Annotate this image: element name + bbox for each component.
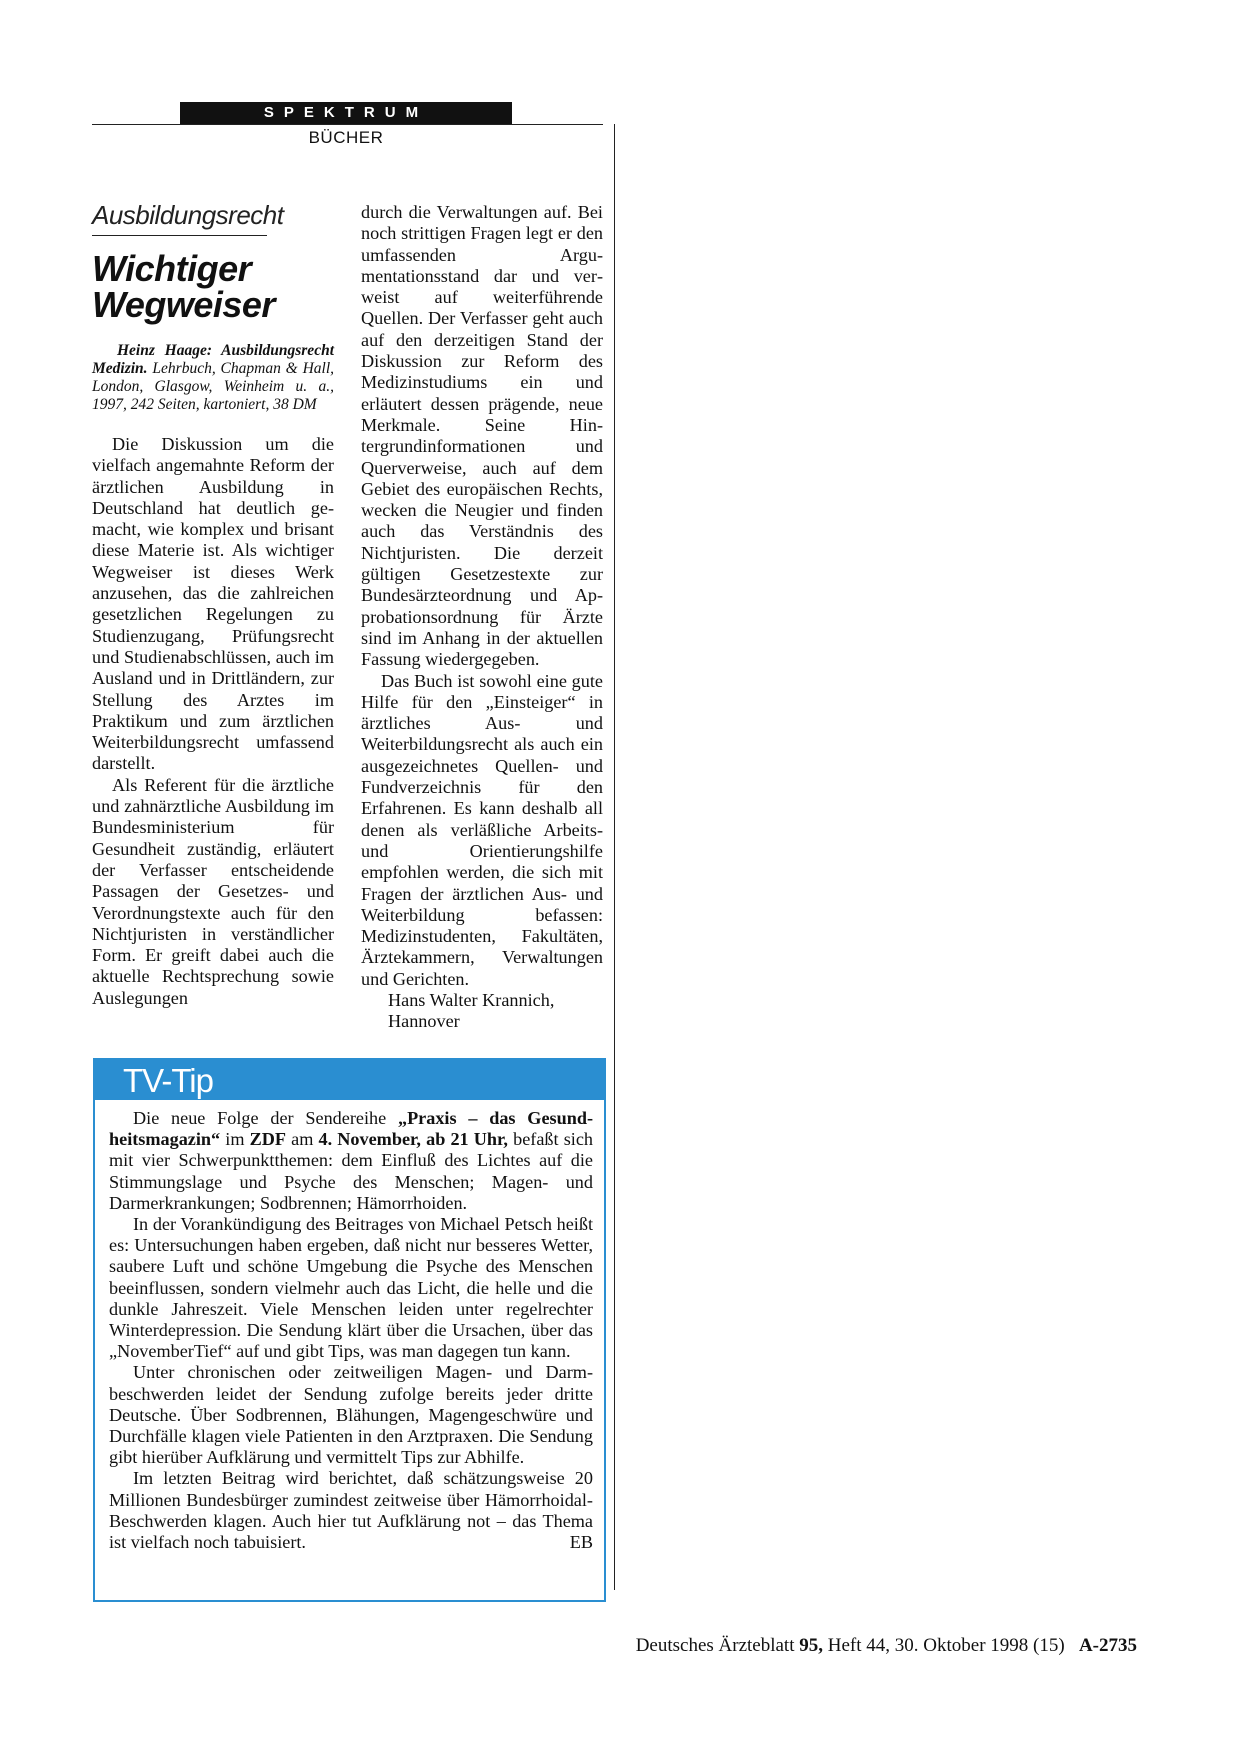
column-divider (614, 124, 615, 1590)
article-paragraph-3: Das Buch ist sowohl eine gute Hilfe für den „Einsteiger“ in ärztliches Aus- und Weiterbildungsrecht als auch ein ausgezeichnetes Quellen- und Fundverzeichnis für den Erfahrenen. Es kann deshalb all denen als verläßliche Arbeits- und Orientierungshilfe empfohlen werden, die sich mit Fragen der ärztlichen Aus- und Weiterbildung befassen: Medizinstudenten, Fakultäten, Ärztekammern, Verwaltungen und Gerichten. (361, 670, 603, 989)
article-paragraph-2-part-1: Als Referent für die ärztliche und zahnärztliche Ausbildung im Bundesministerium für Gesundheit zuständig, erläutert der Verfasser entscheidende Passagen der Gesetzes- und Verordnungstexte auch für den Nichtjuristen in verständlicher Form. Er greift dabei auch die aktuelle Rechtsprechung sowie Auslegungen (92, 774, 334, 1008)
tv-tip-signature: EB (569, 1532, 593, 1553)
broadcast-time: 4. November, ab 21 Uhr, (318, 1129, 508, 1150)
article-kicker: Ausbildungsrecht (92, 200, 284, 230)
journal-issue: Heft 44, 30. Oktober 1998 (15) (823, 1635, 1065, 1656)
headline-line-2: Wegweiser (92, 284, 275, 325)
book-reference-details: Lehrbuch, Chapman & Hall, London, Glasgow, Weinheim u. a., 1997, 242 Seiten, kartoniert, 38 DM (92, 360, 334, 413)
article-paragraph-1: Die Diskussion um die vielfach angemahnte Reform der ärztlichen Ausbildung in Deutschland hat deutlich gemacht, wie komplex und brisant diese Materie ist. Als wichtiger Wegweiser ist dieses Werk anzusehen, das die zahlreichen gesetzlichen Regelungen zu Studienzugang, Prüfungsrecht und Studienabschlüssen, auch im Ausland und in Drittländern, zur Stellung des Arztes im Praktikum und zum ärztlichen Weiterbildungsrecht umfassend darstellt. (92, 434, 334, 774)
book-reference-title: Heinz Haage: Ausbildungsrecht Medizin. (92, 342, 334, 377)
tv-tip-paragraph-4 (109, 1468, 593, 1553)
author-name: Hans Walter Krannich, (388, 989, 555, 1010)
tv-tip-box (93, 1058, 606, 1602)
journal-volume: 95, (799, 1635, 823, 1656)
article-headline (92, 248, 352, 325)
article-column-left (92, 434, 334, 1009)
page-number: A-2735 (1078, 1635, 1137, 1656)
tv-tip-paragraph-1 (109, 1108, 593, 1214)
tv-tip-text-run: Die neue Folge der Sendereihe (133, 1108, 398, 1128)
header-rule (92, 124, 603, 125)
tv-tip-text-run: Im letzten Beitrag wird berichtet, daß schätzungsweise 20 Millionen Bundesbürger zumindest zeitweise über Hämorrhoidal-Beschwerden klagen. Auch hier tut Aufklärung not – das Thema ist vielfach noch tabuisiert. (109, 1468, 593, 1553)
channel-name: ZDF (249, 1129, 287, 1150)
tv-tip-text (109, 1108, 593, 1553)
tv-tip-paragraph-3: Unter chronischen oder zeitweiligen Magen- und Darmbeschwerden leidet der Sendung zufolge bereits jeder dritte Deutsche. Über Sodbrennen, Blähungen, Magengeschwüre und Durchfälle klagen viele Patienten in den Arztpraxen. Die Sendung gibt hierüber Aufklärung und vermittelt Tips zur Abhilfe. (109, 1362, 593, 1468)
headline-line-1: Wichtiger (92, 248, 252, 289)
book-reference (92, 342, 334, 414)
tv-tip-title: TV-Tip (123, 1062, 213, 1099)
author-city: Hannover (388, 1011, 460, 1032)
tv-tip-header (95, 1060, 604, 1100)
department-bar: SPEKTRUM (180, 102, 512, 124)
page-footer (636, 1635, 1137, 1657)
tv-tip-text-run: im (220, 1129, 250, 1150)
article-column-right (361, 202, 603, 1033)
article-paragraph-2-part-2: durch die Verwaltungen auf. Bei noch strittigen Fragen legt er den umfassenden Argumentationsstand dar und verweist auf weiterführende Quellen. Der Verfasser geht auch auf den derzeitigen Stand der Diskussion zur Reform des Medizinstudiums ein und erläutert dessen prägende, neue Merkmale. Seine Hintergrundinformationen und Querverweise, auch auf dem Gebiet des europäischen Rechts, wecken die Neugier und finden auch das Verständnis des Nichtjuristen. Die derzeit gültigen Gesetzestexte zur Bundesärzteordnung und Approbationsordnung für Ärzte sind im Anhang in der aktuellen Fassung wiedergegeben. (361, 202, 603, 670)
tv-tip-paragraph-2: In der Vorankündigung des Beitrages von Michael Petsch heißt es: Untersuchungen haben ergeben, daß nicht nur besseres Wetter, saubere Luft und schöne Umgebung die Psyche des Menschen beeinflussen, sondern vielmehr auch das Licht, die helle und die dunkle Jahreszeit. Viele Menschen leiden unter regelrechter Winterdepression. Die Sendung klärt über die Ursachen, über das „NovemberTief“ auf und gibt Tips, was man dagegen tun kann. (109, 1214, 593, 1362)
section-label: BÜCHER (308, 128, 384, 147)
tv-tip-text-run: am (286, 1129, 319, 1150)
kicker-rule (92, 235, 267, 236)
journal-name: Deutsches Ärzteblatt (635, 1635, 800, 1656)
show-name: „Praxis – das Gesundheitsmagazin“ (109, 1108, 593, 1150)
tv-tip-text-run: befaßt sich mit vier Schwerpunktthemen: dem Einfluß des Lichtes auf die Stimmungslage und Psyche des Menschen; Magen- und Darmerkrankungen; Sodbrennen; Hämorrhoiden. (109, 1129, 593, 1213)
